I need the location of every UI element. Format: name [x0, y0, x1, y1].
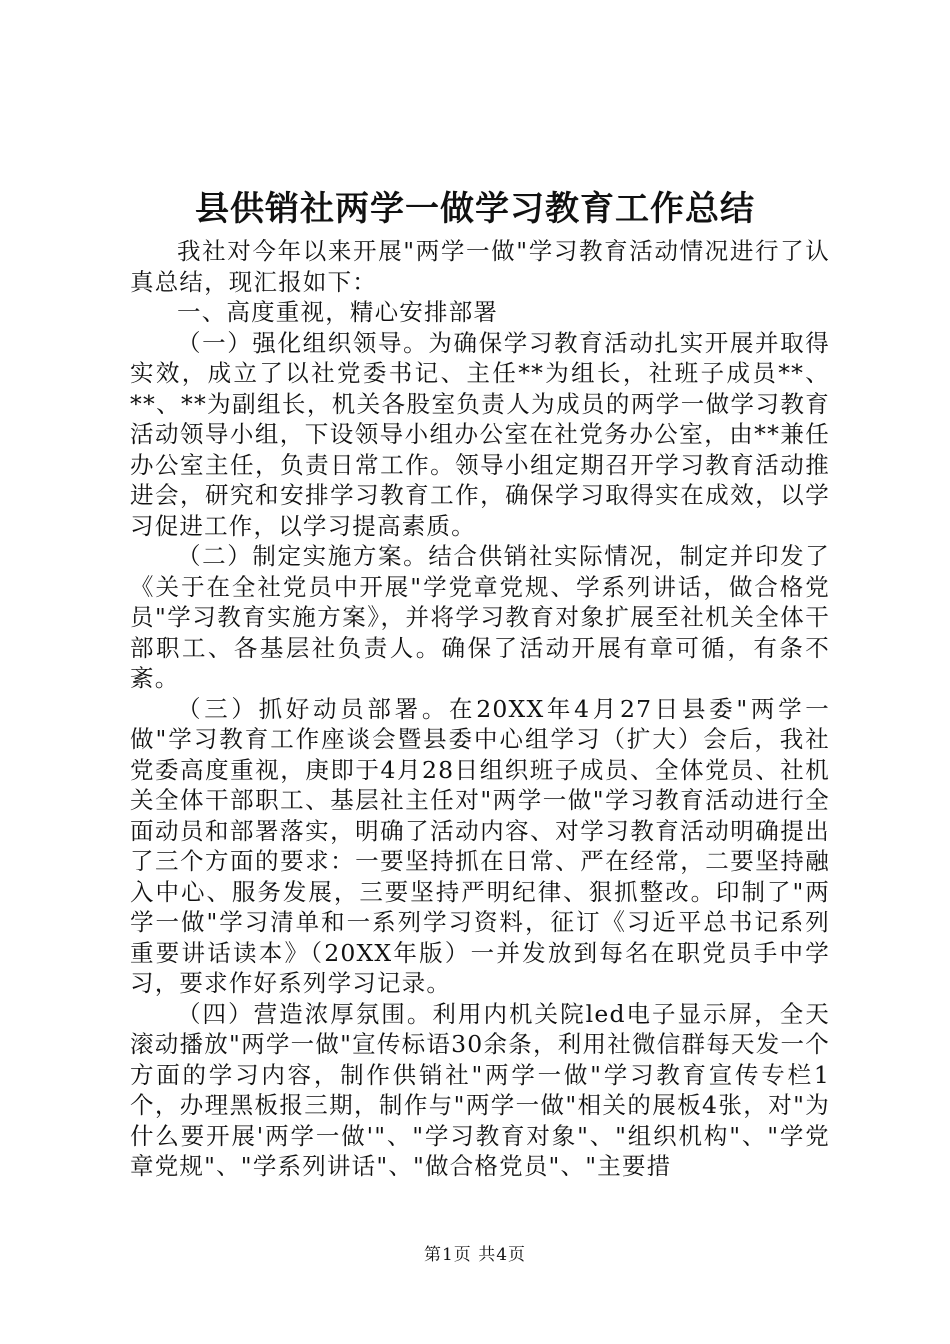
document-body: [130, 236, 830, 1182]
paragraph-mobilization: （三）抓好动员部署。在20XX年4月27日县委"两学一做"学习教育工作座谈会暨县委中心组学习（扩大）会后，我社党委高度重视，庚即于4月28日组织班子成员、全体党员、社机关全体干部职工、基层社主任对"两学一做"学习教育活动进行全面动员和部署落实，明确了活动内容、对学习教育活动明确提出了三个方面的要求：一要坚持抓在日常、严在经常，二要坚持融入中心、服务发展，三要坚持严明纪律、狠抓整改。印制了"两学一做"学习清单和一系列学习资料，征订《习近平总书记系列重要讲话读本》（20XX年版）一并发放到每名在职党员手中学习，要求作好系列学习记录。: [130, 694, 830, 997]
section-heading: 一、高度重视，精心安排部署: [177, 298, 499, 326]
page-number: 第1页 共4页: [423, 1245, 527, 1265]
paragraph-atmosphere: （四）营造浓厚氛围。利用内机关院led电子显示屏，全天滚动播放"两学一做"宣传标语30余条，利用社微信群每天发一个方面的学习内容，制作供销社"两学一做"学习教育宣传专栏1个，办理黑板报三期，制作与"两学一做"相关的展板4张，对"为什么要开展'两学一做'"、"学习教育对象"、"组织机构"、"学党章党规"、"学系列讲话"、"做合格党员"、"主要措: [130, 999, 830, 1180]
document-title: 县供销社两学一做学习教育工作总结: [195, 189, 755, 229]
intro-paragraph: 我社对今年以来开展"两学一做"学习教育活动情况进行了认真总结，现汇报如下：: [130, 237, 830, 296]
paragraph-organization: （一）强化组织领导。为确保学习教育活动扎实开展并取得实效，成立了以社党委书记、主任**为组长，社班子成员**、**、**为副组长，机关各股室负责人为成员的两学一做学习教育活动领导小组，下设领导小组办公室在社党务办公室，由**兼任办公室主任，负责日常工作。领导小组定期召开学习教育活动推进会，研究和安排学习教育工作，确保学习取得实在成效，以学习促进工作，以学习提高素质。: [130, 328, 830, 540]
paragraph-plan: （二）制定实施方案。结合供销社实际情况，制定并印发了《关于在全社党员中开展"学党章党规、学系列讲话，做合格党员"学习教育实施方案》，并将学习教育对象扩展至社机关全体干部职工、各基层社负责人。确保了活动开展有章可循，有条不紊。: [130, 542, 830, 692]
